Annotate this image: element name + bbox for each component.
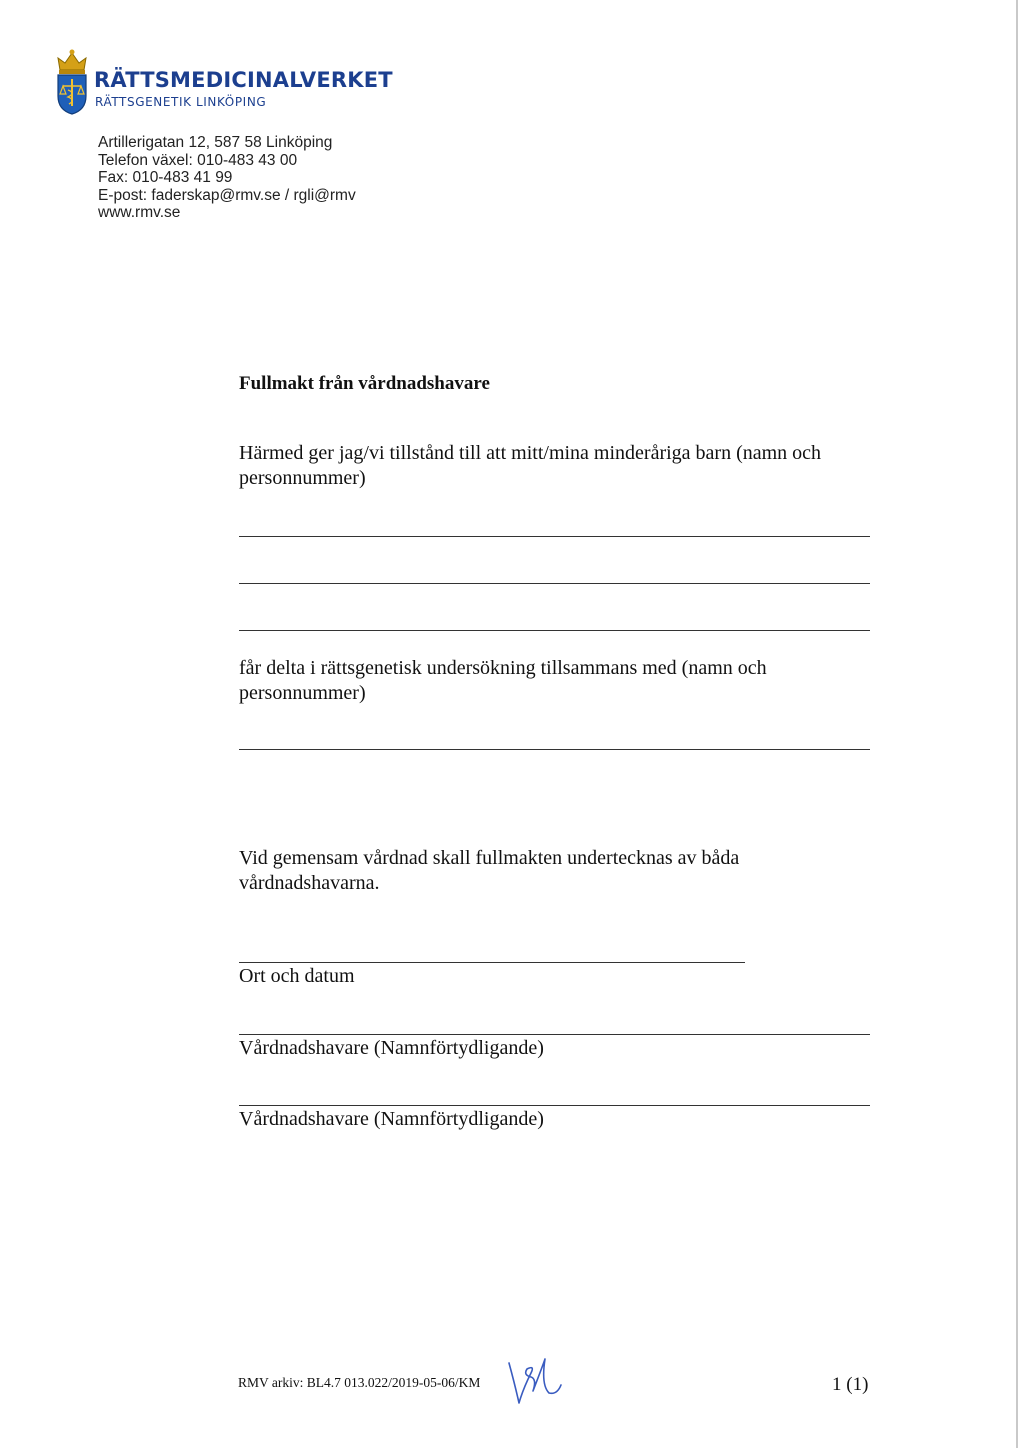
archive-reference: RMV arkiv: BL4.7 013.022/2019-05-06/KM [238,1375,481,1390]
contact-address: Artillerigatan 12, 587 58 Linköping [98,134,333,151]
child-entry-line-3[interactable] [239,630,870,631]
intro-text: Härmed ger jag/vi tillstånd till att mitt/mina minderåriga barn (namn och personnummer) [239,442,822,489]
crowned-shield-logo [52,48,92,116]
guardian2-signature-line[interactable] [239,1105,870,1106]
organization-name: RÄTTSMEDICINALVERKET [94,68,393,92]
place-date-line[interactable] [239,962,745,963]
child-entry-line-2[interactable] [239,583,870,584]
handwritten-initials-icon [505,1355,565,1409]
other-person-entry-line[interactable] [239,749,870,750]
place-date-label: Ort och datum [239,965,355,987]
contact-email: E-post: faderskap@rmv.se / rgli@rmv [98,186,356,204]
joint-custody-text: Vid gemensam vårdnad skall fullmakten undertecknas av båda vårdnadshavarna. [239,847,740,894]
contact-phone: Telefon växel: 010-483 43 00 [98,151,298,169]
page-number: 1 (1) [832,1374,869,1395]
form-title: Fullmakt från vårdnadshavare [239,373,490,394]
contact-website: www.rmv.se [98,204,181,221]
department-name: RÄTTSGENETIK LINKÖPING [95,95,267,109]
guardian1-label: Vårdnadshavare (Namnförtydligande) [239,1037,544,1059]
contact-block [98,134,356,222]
contact-fax: Fax: 010-483 41 99 [98,169,233,186]
with-person-text: får delta i rättsgenetisk undersökning tillsammans med (namn och personnummer) [239,657,767,704]
page-edge [1016,0,1018,1448]
guardian2-label: Vårdnadshavare (Namnförtydligande) [239,1108,544,1130]
guardian1-signature-line[interactable] [239,1034,870,1035]
child-entry-line-1[interactable] [239,536,870,537]
